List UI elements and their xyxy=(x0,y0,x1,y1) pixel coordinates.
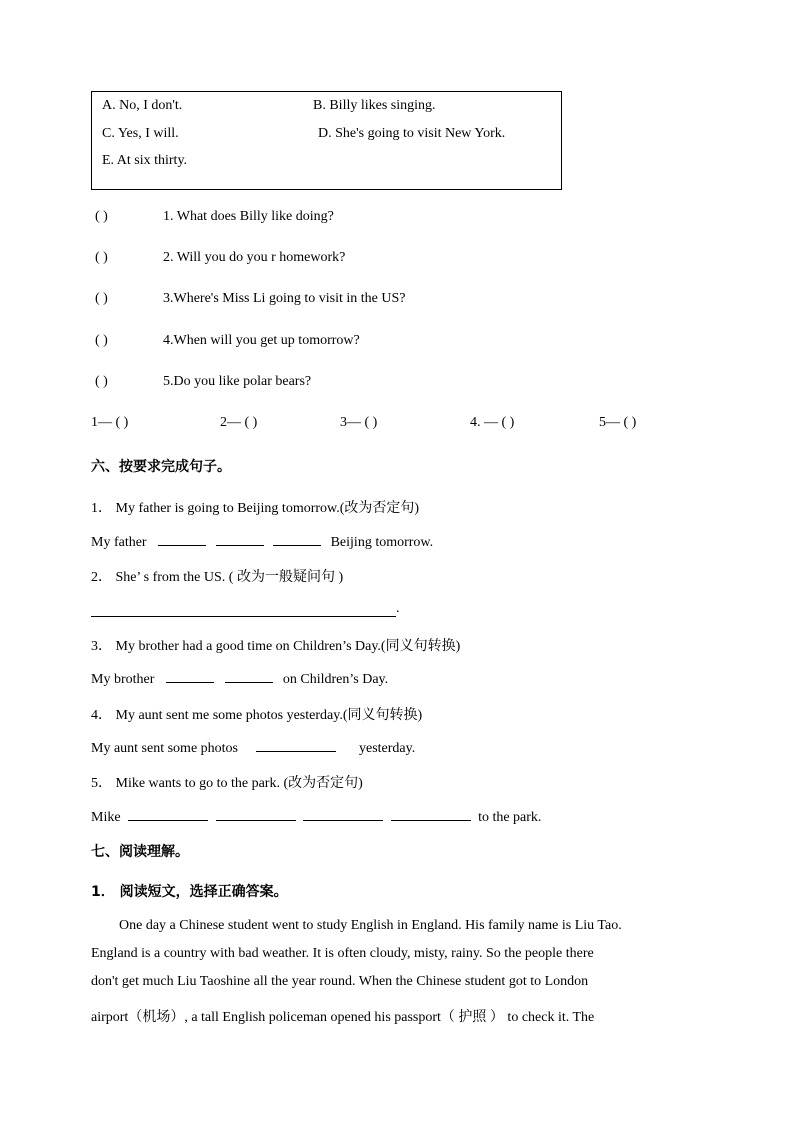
answer-slot-1[interactable]: 1— ( ) xyxy=(91,415,129,430)
question-2-bracket[interactable]: ( ) xyxy=(95,250,108,265)
s6-a5-blank-3[interactable] xyxy=(303,808,383,821)
s6-a3-blank-2[interactable] xyxy=(225,670,273,683)
option-d: D. She's going to visit New York. xyxy=(318,126,506,141)
s6-a1-blank-3[interactable] xyxy=(273,533,321,546)
passage-line-3: don't get much Liu Taoshine all the year round. When the Chinese student got to London xyxy=(91,974,589,989)
option-a: A. No, I don't. xyxy=(102,98,183,113)
option-e: E. At six thirty. xyxy=(102,153,188,168)
s6-a5-blank-2[interactable] xyxy=(216,808,296,821)
s6-q1: 1． My father is going to Beijing tomorrow.(改为否定句) xyxy=(91,500,420,516)
passage-line-4: airport（机场）, a tall English policeman opened his passport（ 护照 ） to check it. The xyxy=(91,1010,595,1025)
s6-a1-blank-1[interactable] xyxy=(158,533,206,546)
s6-a3-blank-1[interactable] xyxy=(166,670,214,683)
answer-slot-2[interactable]: 2— ( ) xyxy=(220,415,258,430)
s6-a5-blank-4[interactable] xyxy=(391,808,471,821)
s6-a2-line[interactable] xyxy=(91,616,396,617)
section-6-title: 六、按要求完成句子。 xyxy=(91,459,231,475)
s6-a4-blank-1[interactable] xyxy=(256,739,336,752)
s6-a1-blank-2[interactable] xyxy=(216,533,264,546)
question-5-bracket[interactable]: ( ) xyxy=(95,374,108,389)
answer-slot-5[interactable]: 5— ( ) xyxy=(599,415,637,430)
question-1-bracket[interactable]: ( ) xyxy=(95,209,108,224)
question-4-text: 4.When will you get up tomorrow? xyxy=(163,333,360,348)
question-1-text: 1. What does Billy like doing? xyxy=(163,209,334,224)
question-5-text: 5.Do you like polar bears? xyxy=(163,374,312,389)
s6-a5-blank-1[interactable] xyxy=(128,808,208,821)
question-3-text: 3.Where's Miss Li going to visit in the US? xyxy=(163,291,406,306)
s6-a3: My brother on Children’s Day. xyxy=(91,672,389,687)
passage-line-2: England is a country with bad weather. It is often cloudy, misty, rainy. So the people there xyxy=(91,946,594,961)
answer-slot-3[interactable]: 3— ( ) xyxy=(340,415,378,430)
section-7-title: 七、阅读理解。 xyxy=(91,844,189,860)
section-7-subtitle: 1． 阅读短文，选择正确答案。 xyxy=(91,884,288,900)
question-2-text: 2. Will you do you r homework? xyxy=(163,250,346,265)
s6-a5: Mike to the park. xyxy=(91,810,542,825)
s6-a2-period: . xyxy=(396,601,400,616)
option-c: C. Yes, I will. xyxy=(102,126,179,141)
s6-q4: 4． My aunt sent me some photos yesterday.(同义句转换) xyxy=(91,707,423,723)
s6-a4: My aunt sent some photos yesterday. xyxy=(91,741,416,756)
question-3-bracket[interactable]: ( ) xyxy=(95,291,108,306)
option-b: B. Billy likes singing. xyxy=(313,98,436,113)
s6-a1: My father Beijing tomorrow. xyxy=(91,535,434,550)
answer-slot-4[interactable]: 4. — ( ) xyxy=(470,415,515,430)
question-4-bracket[interactable]: ( ) xyxy=(95,333,108,348)
s6-q5: 5． Mike wants to go to the park. (改为否定句) xyxy=(91,775,363,791)
s6-q2: 2． She’ s from the US. ( 改为一般疑问句 ) xyxy=(91,569,344,585)
s6-q3: 3． My brother had a good time on Children’s Day.(同义句转换) xyxy=(91,638,461,654)
passage-line-1: One day a Chinese student went to study English in England. His family name is Liu Tao. xyxy=(119,918,622,933)
